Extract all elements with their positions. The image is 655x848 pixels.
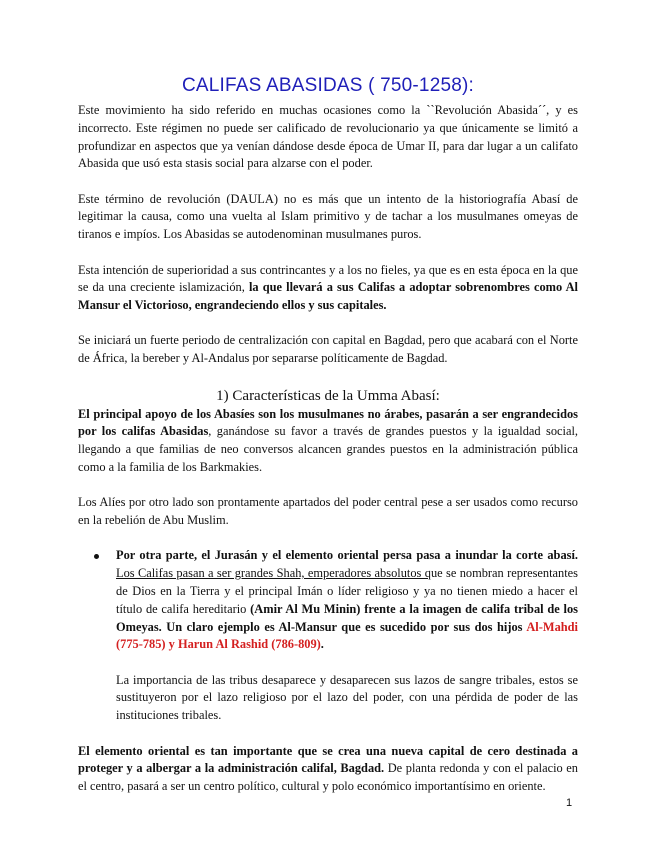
paragraph-5-bold: El principal apoyo de los Abasíes son los musulmanes no árabes, pasarán a ser engrandecidos por los califas Abasidas — [78, 406, 578, 439]
paragraph-7 — [78, 743, 578, 796]
paragraph-5 — [78, 406, 578, 477]
page-number: 1 — [566, 797, 573, 809]
bullet-bold-lead: Por otra parte, el Jurasán y el elemento oriental persa pasa a inundar la corte abasí. — [116, 548, 578, 563]
document-body — [78, 72, 578, 796]
paragraph-3 — [78, 262, 578, 315]
paragraph-7-text: De planta redonda y con el palacio en el centro, pasará a ser un centro político, cultural y polo económico importantísimo en oriente. — [78, 761, 578, 794]
section-heading: 1) Características de la Umma Abasí: — [216, 387, 440, 404]
paragraph-5-text: , ganándose su favor a través de grandes puestos y la igualdad social, llegando a que familias de neo conversos alcancen grandes puestos en la administración pública como a la familia de los Barkmakies. — [78, 424, 578, 474]
paragraph-3-bold: la que llevará a sus Califas a adoptar sobrenombres como Al Mansur el Victorioso, engrandeciendo ellos y sus capitales. — [78, 280, 578, 313]
paragraph-7-bold: El elemento oriental es tan importante que se crea una nueva capital de cero destinada a proteger y a albergar a la administración califal, Bagdad. — [78, 743, 578, 776]
bullet-text: ue se nombran representantes de Dios en la Tierra y el principal Imán o líder religioso y ya no tienen miedo a hacer el título de califa hereditario — [116, 566, 578, 616]
paragraph-2: Este término de revolución (DAULA) no es más que un intento de la historiografía Abasí de legitimar la causa, como una vuelta al Islam primitivo y de tachar a los musulmanes omeyas de tiranos e impíos. Los Abasidas se autodenominan musulmanes puros. — [78, 191, 578, 242]
bullet-bold-text: (Amir Al Mu Minin) frente a la imagen de califa tribal de los Omeyas. Un claro ejemplo es Al-Mansur que es sucedido por sus dos hijos — [116, 601, 579, 634]
paragraph-6: Los Alíes por otro lado son prontamente apartados del poder central pese a ser usados como recurso en la rebelión de Abu Muslim. — [78, 495, 578, 528]
document-title: CALIFAS ABASIDAS ( 750-1258): — [182, 75, 474, 96]
paragraph-4: Se iniciará un fuerte periodo de centralización con capital en Bagdad, pero que acabará con el Norte de África, la bereber y Al-Andalus por separarse políticamente de Bagdad. — [78, 333, 578, 366]
bullet-item — [78, 547, 578, 725]
bullet-end: . — [320, 637, 324, 652]
bullet-underlined: Los Califas pasan a ser grandes Shah, emperadores absolutos q — [116, 566, 431, 581]
bullet-red-highlight: Al-Mahdi (775-785) y Harun Al Rashid (786-809) — [116, 619, 578, 652]
paragraph-3-text: Esta intención de superioridad a sus contrincantes y a los no fieles, ya que es en esta época en la que se da una creciente islamización, — [78, 262, 578, 295]
paragraph-1: Este movimiento ha sido referido en muchas ocasiones como la ``Revolución Abasida´´, y es incorrecto. Este régimen no puede ser calificado de revolucionario ya que únicamente se limitó a profundizar en aspectos que ya venían dándose desde época de Umar II, para dar lugar a un califato Abasida que usó esta stasis social para alzarse con el poder. — [78, 103, 578, 171]
bullet-icon — [94, 554, 99, 559]
bullet-paragraph-2: La importancia de las tribus desaparece y desaparecen sus lazos de sangre tribales, estos se sustituyeron por el lazo religioso por el lazo del poder, con una pérdida de poder de las instituciones tribales. — [116, 672, 578, 723]
bullet-paragraph-1 — [116, 547, 578, 654]
